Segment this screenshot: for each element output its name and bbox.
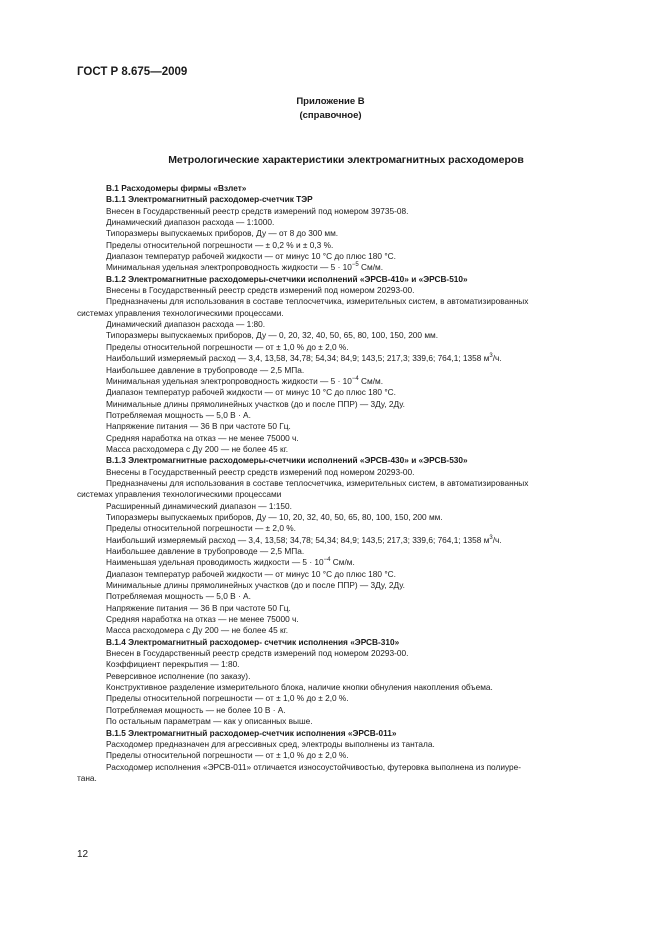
- line-text-suffix: /ч.: [492, 353, 502, 364]
- text-line: [77, 296, 622, 307]
- line-text: Минимальная удельная электропроводность жидкости — 5 · 10: [106, 375, 352, 386]
- line-text: Напряжение питания — 36 В при частоте 50 Гц.: [106, 602, 291, 613]
- text-line: [77, 365, 622, 376]
- line-text: Минимальные длины прямолинейных участков (до и после ППР) — 3Ду, 2Ду.: [106, 580, 405, 591]
- text-line: [77, 648, 622, 659]
- line-text: Наибольшее давление в трубопроводе — 2,5 МПа.: [106, 546, 305, 556]
- superscript: −4: [323, 557, 331, 564]
- text-line: [77, 535, 622, 546]
- text-line: [77, 467, 622, 478]
- text-line: [77, 716, 622, 727]
- text-line: [77, 410, 622, 421]
- line-text: Наименьшая удельная проводимость жидкости — 5 · 10: [106, 557, 324, 568]
- line-text-suffix: См/м.: [358, 262, 384, 273]
- superscript: −4: [351, 376, 359, 383]
- text-line: [77, 603, 622, 614]
- line-text: Динамический диапазон расхода — 1:80.: [106, 319, 266, 330]
- line-text: Внесен в Государственный реестр средств измерений под номером 20293-00.: [106, 648, 409, 659]
- text-line: [77, 739, 622, 750]
- text-line: [77, 240, 622, 251]
- text-line: [77, 387, 622, 398]
- section-heading: [77, 194, 622, 205]
- line-text: В.1.5 Электромагнитный расходомер-счетчик исполнения «ЭРСВ-011»: [106, 727, 397, 738]
- text-line: [77, 614, 622, 625]
- superscript: 3: [489, 353, 493, 360]
- text-line: [77, 750, 622, 761]
- line-text: Минимальная удельная электропроводность жидкости — 5 · 10: [106, 262, 352, 273]
- line-text: Коэффициент перекрытия — 1:80.: [106, 659, 240, 670]
- line-text: Минимальные длины прямолинейных участков (до и после ППР) — 3Ду, 2Ду.: [106, 398, 405, 409]
- line-text: Предназначены для использования в составе теплосчетчика, измерительных систем, в автоматизированных: [106, 477, 529, 488]
- text-line: [77, 705, 622, 716]
- line-text: Диапазон температур рабочей жидкости — от минус 10 °С до плюс 180 °С.: [106, 387, 396, 398]
- text-line: [77, 251, 622, 262]
- text-line: [77, 580, 622, 591]
- line-text: Расширенный динамический диапазон — 1:150.: [106, 500, 292, 511]
- text-line: [77, 591, 622, 602]
- line-text: Потребляемая мощность — 5,0 В · А.: [106, 591, 251, 602]
- text-line: [77, 285, 622, 296]
- section-heading: [77, 183, 622, 194]
- text-line: [77, 659, 622, 670]
- line-text: Пределы относительной погрешности — ± 2,0 %.: [106, 523, 296, 534]
- text-line: [77, 308, 622, 319]
- text-line: [77, 478, 622, 489]
- line-text: системах управления технологическими процессами.: [77, 307, 284, 318]
- line-text: Реверсивное исполнение (по заказу).: [106, 670, 251, 681]
- line-text: Пределы относительной погрешности — от ± 1,0 % до ± 2,0 %.: [106, 693, 349, 704]
- text-line: [77, 693, 622, 704]
- line-text: Внесены в Государственный реестр средств измерений под номером 20293-00.: [106, 466, 415, 477]
- page-number: 12: [77, 849, 89, 860]
- superscript: −5: [351, 262, 359, 269]
- line-text: Внесен в Государственный реестр средств измерений под номером 39735-08.: [106, 205, 409, 216]
- line-text: Пределы относительной погрешности — ± 0,2 % и ± 0,3 %.: [106, 239, 334, 250]
- line-text: Потребляемая мощность — не более 10 В · А.: [106, 704, 286, 715]
- text-line: [77, 625, 622, 636]
- text-line: [77, 501, 622, 512]
- line-text: Типоразмеры выпускаемых приборов, Ду — 10, 20, 32, 40, 50, 65, 80, 100, 150, 200 мм.: [106, 511, 443, 522]
- line-text: тана.: [77, 772, 97, 783]
- line-text: Предназначены для использования в составе теплосчетчика, измерительных систем, в автоматизированных: [106, 296, 529, 307]
- line-text: Расходомер исполнения «ЭРСВ-011» отличается износоустойчивостью, футеровка выполнена из полиуре-: [106, 761, 522, 772]
- text-line: [77, 217, 622, 228]
- text-line: [77, 546, 622, 557]
- line-text: Потребляемая мощность — 5,0 В · А.: [106, 409, 251, 420]
- line-text: системах управления технологическими процессами: [77, 489, 282, 500]
- line-text: Расходомер предназначен для агрессивных сред, электроды выполнены из тантала.: [106, 738, 435, 749]
- section-heading: [77, 455, 622, 466]
- line-text: Типоразмеры выпускаемых приборов, Ду — 0, 20, 32, 40, 50, 65, 80, 100, 150, 200 мм.: [106, 330, 439, 341]
- document-body: [77, 183, 622, 784]
- text-line: [77, 489, 622, 500]
- text-line: [77, 569, 622, 580]
- page-title: Метрологические характеристики электромагнитных расходомеров: [168, 154, 524, 166]
- text-line: [77, 671, 622, 682]
- line-text: Диапазон температур рабочей жидкости — от минус 10 °С до плюс 180 °С.: [106, 251, 396, 262]
- line-text: В.1.1 Электромагнитный расходомер-счетчик ТЭР: [106, 194, 313, 205]
- text-line: [77, 399, 622, 410]
- line-text: Пределы относительной погрешности — от ± 1,0 % до ± 2,0 %.: [106, 341, 349, 352]
- line-text: Диапазон температур рабочей жидкости — от минус 10 °С до плюс 180 °С.: [106, 568, 396, 579]
- text-line: [77, 330, 622, 341]
- text-line: [77, 557, 622, 568]
- line-text: Динамический диапазон расхода — 1:1000.: [106, 217, 275, 228]
- line-text-suffix: См/м.: [330, 557, 355, 568]
- section-heading: [77, 637, 622, 648]
- text-line: [77, 376, 622, 387]
- line-text-suffix: /ч.: [492, 534, 502, 545]
- section-heading: [77, 274, 622, 285]
- text-line: [77, 342, 622, 353]
- text-line: [77, 433, 622, 444]
- line-text: Масса расходомера с Ду 200 — не более 45 кг.: [106, 625, 289, 636]
- text-line: [77, 773, 622, 784]
- text-line: [77, 421, 622, 432]
- line-text: В.1.2 Электромагнитные расходомеры-счетчики исполнений «ЭРСВ-410» и «ЭРСВ-510»: [106, 273, 468, 284]
- appendix-note: (справочное): [299, 110, 362, 121]
- line-text: Наибольший измеряемый расход — 3,4, 13,58; 34,78; 54,34; 84,9; 143,5; 217,3; 339,6; 764,1; 1358 м: [106, 534, 490, 545]
- text-line: [77, 512, 622, 523]
- text-line: [77, 262, 622, 273]
- line-text: Средняя наработка на отказ — не менее 75000 ч.: [106, 614, 299, 625]
- line-text: Наибольший измеряемый расход — 3,4, 13,58, 34,78; 54,34; 84,9; 143,5; 217,3; 339,6; 764,1; 1358 м: [106, 353, 490, 364]
- line-text: Напряжение питания — 36 В при частоте 50 Гц.: [106, 421, 291, 432]
- line-text: В.1.3 Электромагнитные расходомеры-счетчики исполнений «ЭРСВ-430» и «ЭРСВ-530»: [106, 455, 468, 466]
- text-line: [77, 319, 622, 330]
- line-text: Внесены в Государственный реестр средств измерений под номером 20293-00.: [106, 285, 415, 296]
- document-header: ГОСТ Р 8.675—2009: [77, 66, 188, 78]
- line-text: Средняя наработка на отказ — не менее 75000 ч.: [106, 432, 299, 443]
- line-text: Наибольшее давление в трубопроводе — 2,5 МПа.: [106, 364, 305, 375]
- line-text: Масса расходомера с Ду 200 — не более 45 кг.: [106, 443, 289, 454]
- section-heading: [77, 728, 622, 739]
- line-text: По остальным параметрам — как у описанных выше.: [106, 716, 313, 727]
- text-line: [77, 228, 622, 239]
- line-text: В.1 Расходомеры фирмы «Взлет»: [106, 183, 247, 193]
- line-text: Типоразмеры выпускаемых приборов, Ду — от 8 до 300 мм.: [106, 228, 339, 239]
- text-line: [77, 682, 622, 693]
- text-line: [77, 444, 622, 455]
- line-text: В.1.4 Электромагнитный расходомер- счетчик исполнения «ЭРСВ-310»: [106, 636, 400, 647]
- line-text: Пределы относительной погрешности — от ± 1,0 % до ± 2,0 %.: [106, 750, 349, 761]
- text-line: [77, 523, 622, 534]
- text-line: [77, 762, 622, 773]
- text-line: [77, 206, 622, 217]
- appendix-label: Приложение В: [296, 96, 365, 107]
- line-text-suffix: См/м.: [358, 375, 384, 386]
- line-text: Конструктивное разделение измерительного блока, наличие кнопки обнуления накопления объема.: [106, 682, 493, 693]
- text-line: [77, 353, 622, 364]
- superscript: 3: [489, 534, 493, 541]
